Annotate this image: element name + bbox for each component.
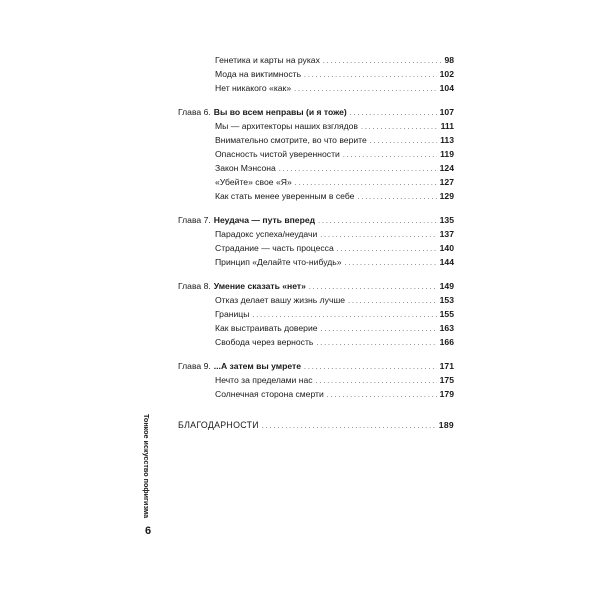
toc-acknowledgments — [178, 418, 454, 432]
chapter-page: 135 — [439, 215, 454, 225]
toc-entry-page: 153 — [439, 295, 454, 305]
toc-entry — [178, 67, 454, 81]
toc-entry-page: 129 — [439, 191, 454, 201]
toc-entry-title: Парадокс успеха/неудачи — [215, 229, 318, 239]
toc-entry-title: Свобода через верность — [215, 337, 314, 347]
toc-entry — [178, 53, 454, 67]
chapter-page: 107 — [439, 107, 454, 117]
toc-entry-page: 140 — [439, 243, 454, 253]
toc-entry — [178, 373, 454, 387]
toc-entry-title: Страдание — часть процесса — [215, 243, 334, 253]
toc-entry-page: 163 — [439, 323, 454, 333]
toc-entry-title: Нет никакого «как» — [215, 83, 292, 93]
toc-chapter — [178, 105, 454, 119]
toc-entry-title: Отказ делает вашу жизнь лучше — [215, 295, 346, 305]
toc-entry-page: 179 — [439, 389, 454, 399]
toc-entry — [178, 119, 454, 133]
toc-entry-page: 111 — [440, 121, 454, 131]
toc-entry — [178, 255, 454, 269]
dot-leader — [316, 335, 436, 351]
toc-entry-title: Границы — [215, 309, 250, 319]
toc-entry-title: Внимательно смотрите, во что верите — [215, 135, 367, 145]
chapter-prefix: Глава 8. — [178, 281, 211, 291]
chapter-title: Неудача — путь вперед — [213, 215, 316, 225]
toc-entry — [178, 307, 454, 321]
toc-entry-title: Генетика и карты на руках — [215, 55, 320, 65]
toc-entry — [178, 293, 454, 307]
page-number: 6 — [145, 525, 152, 537]
toc-entry — [178, 189, 454, 203]
toc-entry-page: 124 — [439, 163, 454, 173]
toc-entry-title: Как выстраивать доверие — [215, 323, 318, 333]
chapter-title: ...А затем вы умрете — [213, 361, 302, 371]
dot-leader — [344, 255, 436, 271]
toc-entry-page: 102 — [439, 69, 454, 79]
toc-entry-title: Мы — архитекторы наших взглядов — [215, 121, 358, 131]
toc-entry — [178, 81, 454, 95]
toc-entry-title: Нечто за пределами нас — [215, 375, 313, 385]
toc-entry-title: Как стать менее уверенным в себе — [215, 191, 355, 201]
chapter-title: Вы во всем неправы (и я тоже) — [213, 107, 347, 117]
table-of-contents — [178, 53, 454, 432]
dot-leader — [294, 81, 437, 97]
toc-entry-page: 98 — [444, 55, 454, 65]
running-book-title: Тонкое искусство пофигизма — [142, 414, 151, 519]
toc-entry — [178, 227, 454, 241]
toc-entry — [178, 241, 454, 255]
chapter-prefix: Глава 6. — [178, 107, 211, 117]
toc-entry-title: Закон Мэнсона — [215, 163, 276, 173]
acknowledgments-title: БЛАГОДАРНОСТИ — [178, 420, 259, 430]
dot-leader — [262, 418, 436, 434]
toc-chapter — [178, 213, 454, 227]
toc-entry-page: 166 — [439, 337, 454, 347]
chapter-page: 149 — [439, 281, 454, 291]
chapter-prefix: Глава 7. — [178, 215, 211, 225]
toc-entry-title: Мода на виктимность — [215, 69, 302, 79]
toc-entry-page: 144 — [439, 257, 454, 267]
toc-entry-title: Опасность чистой уверенности — [215, 149, 340, 159]
chapter-prefix: Глава 9. — [178, 361, 211, 371]
toc-chapter — [178, 279, 454, 293]
toc-entry — [178, 161, 454, 175]
chapter-title: Умение сказать «нет» — [213, 281, 306, 291]
dot-leader — [357, 189, 436, 205]
toc-entry-page: 137 — [439, 229, 454, 239]
toc-entry-page: 113 — [440, 135, 454, 145]
toc-entry-page: 104 — [439, 83, 454, 93]
toc-entry-page: 155 — [439, 309, 454, 319]
toc-entry — [178, 133, 454, 147]
toc-entry — [178, 335, 454, 349]
toc-entry-page: 119 — [440, 149, 454, 159]
toc-entry — [178, 175, 454, 189]
acknowledgments-page: 189 — [438, 420, 454, 430]
toc-entry-page: 127 — [439, 177, 454, 187]
dot-leader — [327, 387, 437, 403]
toc-entry-title: Солнечная сторона смерти — [215, 389, 324, 399]
toc-entry — [178, 321, 454, 335]
toc-entry-page: 175 — [439, 375, 454, 385]
toc-entry-title: «Убейте» свое «Я» — [215, 177, 292, 187]
toc-entry — [178, 387, 454, 401]
toc-entry — [178, 147, 454, 161]
chapter-page: 171 — [439, 361, 454, 371]
toc-entry-title: Принцип «Делайте что-нибудь» — [215, 257, 342, 267]
toc-chapter — [178, 359, 454, 373]
